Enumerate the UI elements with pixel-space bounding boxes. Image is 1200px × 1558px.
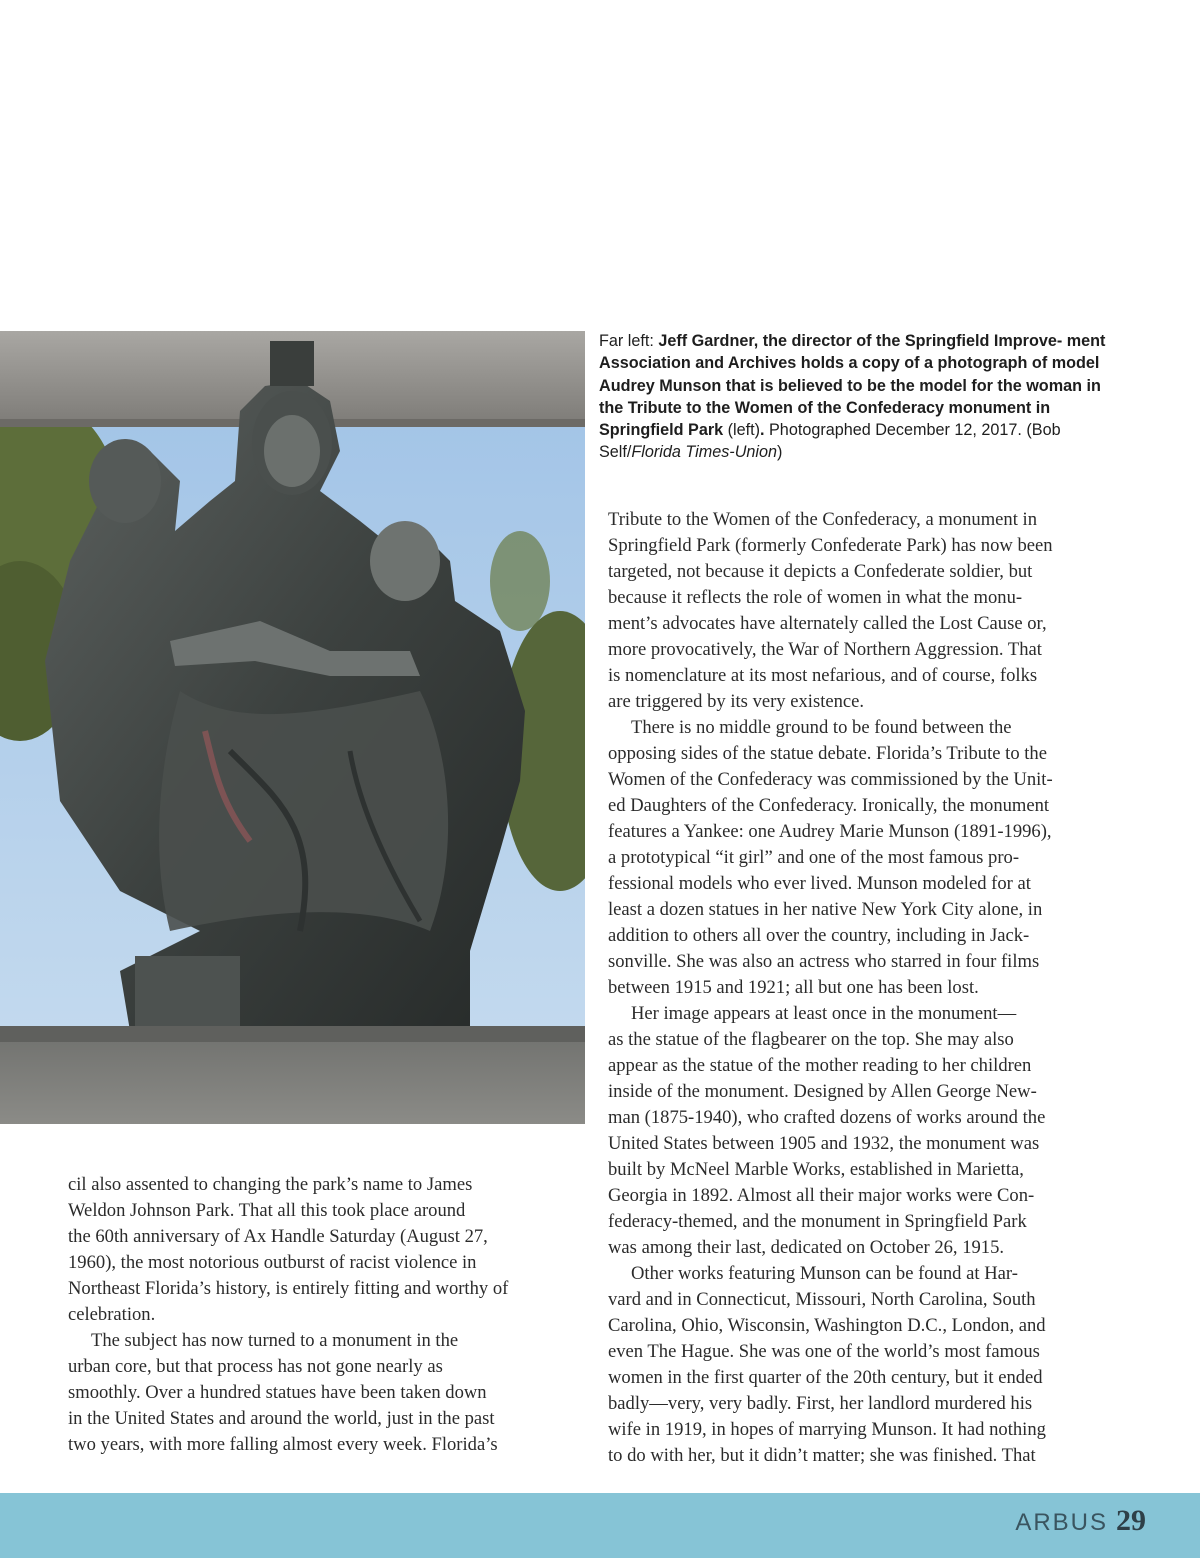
left-line: two years, with more falling almost every week. Florida’s [68,1434,498,1455]
caption-period: . [760,421,765,440]
right-line: built by McNeel Marble Works, established in Marietta, [608,1159,1024,1180]
left-line: Weldon Johnson Park. That all this took place around [68,1200,466,1221]
right-line: Tribute to the Women of the Confederacy, a monument in [608,509,1037,530]
right-line: is nomenclature at its most nefarious, and of course, folks [608,665,1038,686]
right-line: sonville. She was also an actress who starred in four films [608,951,1040,972]
right-line: targeted, not because it depicts a Confederate soldier, but [608,561,1033,582]
magazine-name: ARBUS [1015,1509,1108,1536]
right-line: was among their last, dedicated on October 26, 1915. [608,1237,1005,1258]
right-line: between 1915 and 1921; all but one has been lost. [608,977,979,998]
left-line: urban core, but that process has not gone nearly as [68,1356,443,1377]
caption-lead: Far left: [599,332,659,350]
right-line: because it reflects the role of women in what the monu- [608,587,1023,608]
left-line: cil also assented to changing the park’s name to James [68,1174,473,1195]
left-line: 1960), the most notorious outburst of racist violence in [68,1252,477,1273]
right-line: United States between 1905 and 1932, the monument was [608,1133,1040,1154]
right-line: appear as the statue of the mother reading to her children [608,1055,1032,1076]
right-line: least a dozen statues in her native New York City alone, in [608,899,1043,920]
right-line: Georgia in 1892. Almost all their major works were Con- [608,1185,1035,1206]
left-line: celebration. [68,1304,156,1325]
right-line: a prototypical “it girl” and one of the most famous pro- [608,847,1020,868]
right-line: federacy-themed, and the monument in Springfield Park [608,1211,1027,1232]
right-line: even The Hague. She was one of the world’s most famous [608,1341,1040,1362]
right-line: Other works featuring Munson can be found at Har- [631,1263,1018,1284]
left-line: The subject has now turned to a monument in the [91,1330,459,1351]
statue-photograph [0,331,585,1124]
left-line: smoothly. Over a hundred statues have been taken down [68,1382,487,1403]
right-line: addition to others all over the country, including in Jack- [608,925,1030,946]
caption-italic-source: Florida Times-Union [631,443,777,462]
left-line: Northeast Florida’s history, is entirely fitting and worthy of [68,1278,509,1299]
right-line: fessional models who ever lived. Munson modeled for at [608,873,1031,894]
right-line: man (1875-1940), who crafted dozens of works around the [608,1107,1046,1128]
page-footer [0,1493,1200,1558]
right-line: Carolina, Ohio, Wisconsin, Washington D.C., London, and [608,1315,1046,1336]
right-line: vard and in Connecticut, Missouri, North Carolina, South [608,1289,1036,1310]
right-line: Springfield Park (formerly Confederate Park) has now been [608,535,1053,556]
page-number: 29 [1116,1504,1146,1537]
right-line: inside of the monument. Designed by Allen George New- [608,1081,1037,1102]
right-line: are triggered by its very existence. [608,691,865,712]
caption-after-bold: (left) [723,421,761,440]
left-line: the 60th anniversary of Ax Handle Saturday (August 27, [68,1226,488,1247]
right-line: opposing sides of the statue debate. Florida’s Tribute to the [608,743,1047,764]
right-line: Women of the Confederacy was commissioned by the Unit- [608,769,1053,790]
right-line: as the statue of the flagbearer on the top. She may also [608,1029,1014,1050]
right-line: to do with her, but it didn’t matter; she was finished. That [608,1445,1036,1466]
caption-close: ) [777,443,783,462]
photo-caption [599,330,1119,464]
right-line: wife in 1919, in hopes of marrying Munson. It had nothing [608,1419,1046,1440]
right-line: Her image appears at least once in the monument— [631,1003,1017,1024]
right-line: There is no middle ground to be found between the [631,717,1012,738]
right-line: features a Yankee: one Audrey Marie Munson (1891-1996), [608,821,1052,842]
right-line: more provocatively, the War of Northern Aggression. That [608,639,1042,660]
caption-bold-text: Jeff Gardner, the director of the Springfield Improve- ment Association and Archives holds a copy of a photograph of model Audrey Munson that is believed to be the model for the woman in the Tribute to the Women of the Confederacy monument in Springfield Park [599,332,1106,440]
caption-rest: Photographed December 12, 2017. (Bob Self/ [599,421,1061,462]
right-line: badly—very, very badly. First, her landlord murdered his [608,1393,1033,1414]
right-line: ed Daughters of the Confederacy. Ironically, the monument [608,795,1050,816]
right-line: women in the first quarter of the 20th century, but it ended [608,1367,1043,1388]
left-line: in the United States and around the world, just in the past [68,1408,495,1429]
right-line: ment’s advocates have alternately called the Lost Cause or, [608,613,1047,634]
